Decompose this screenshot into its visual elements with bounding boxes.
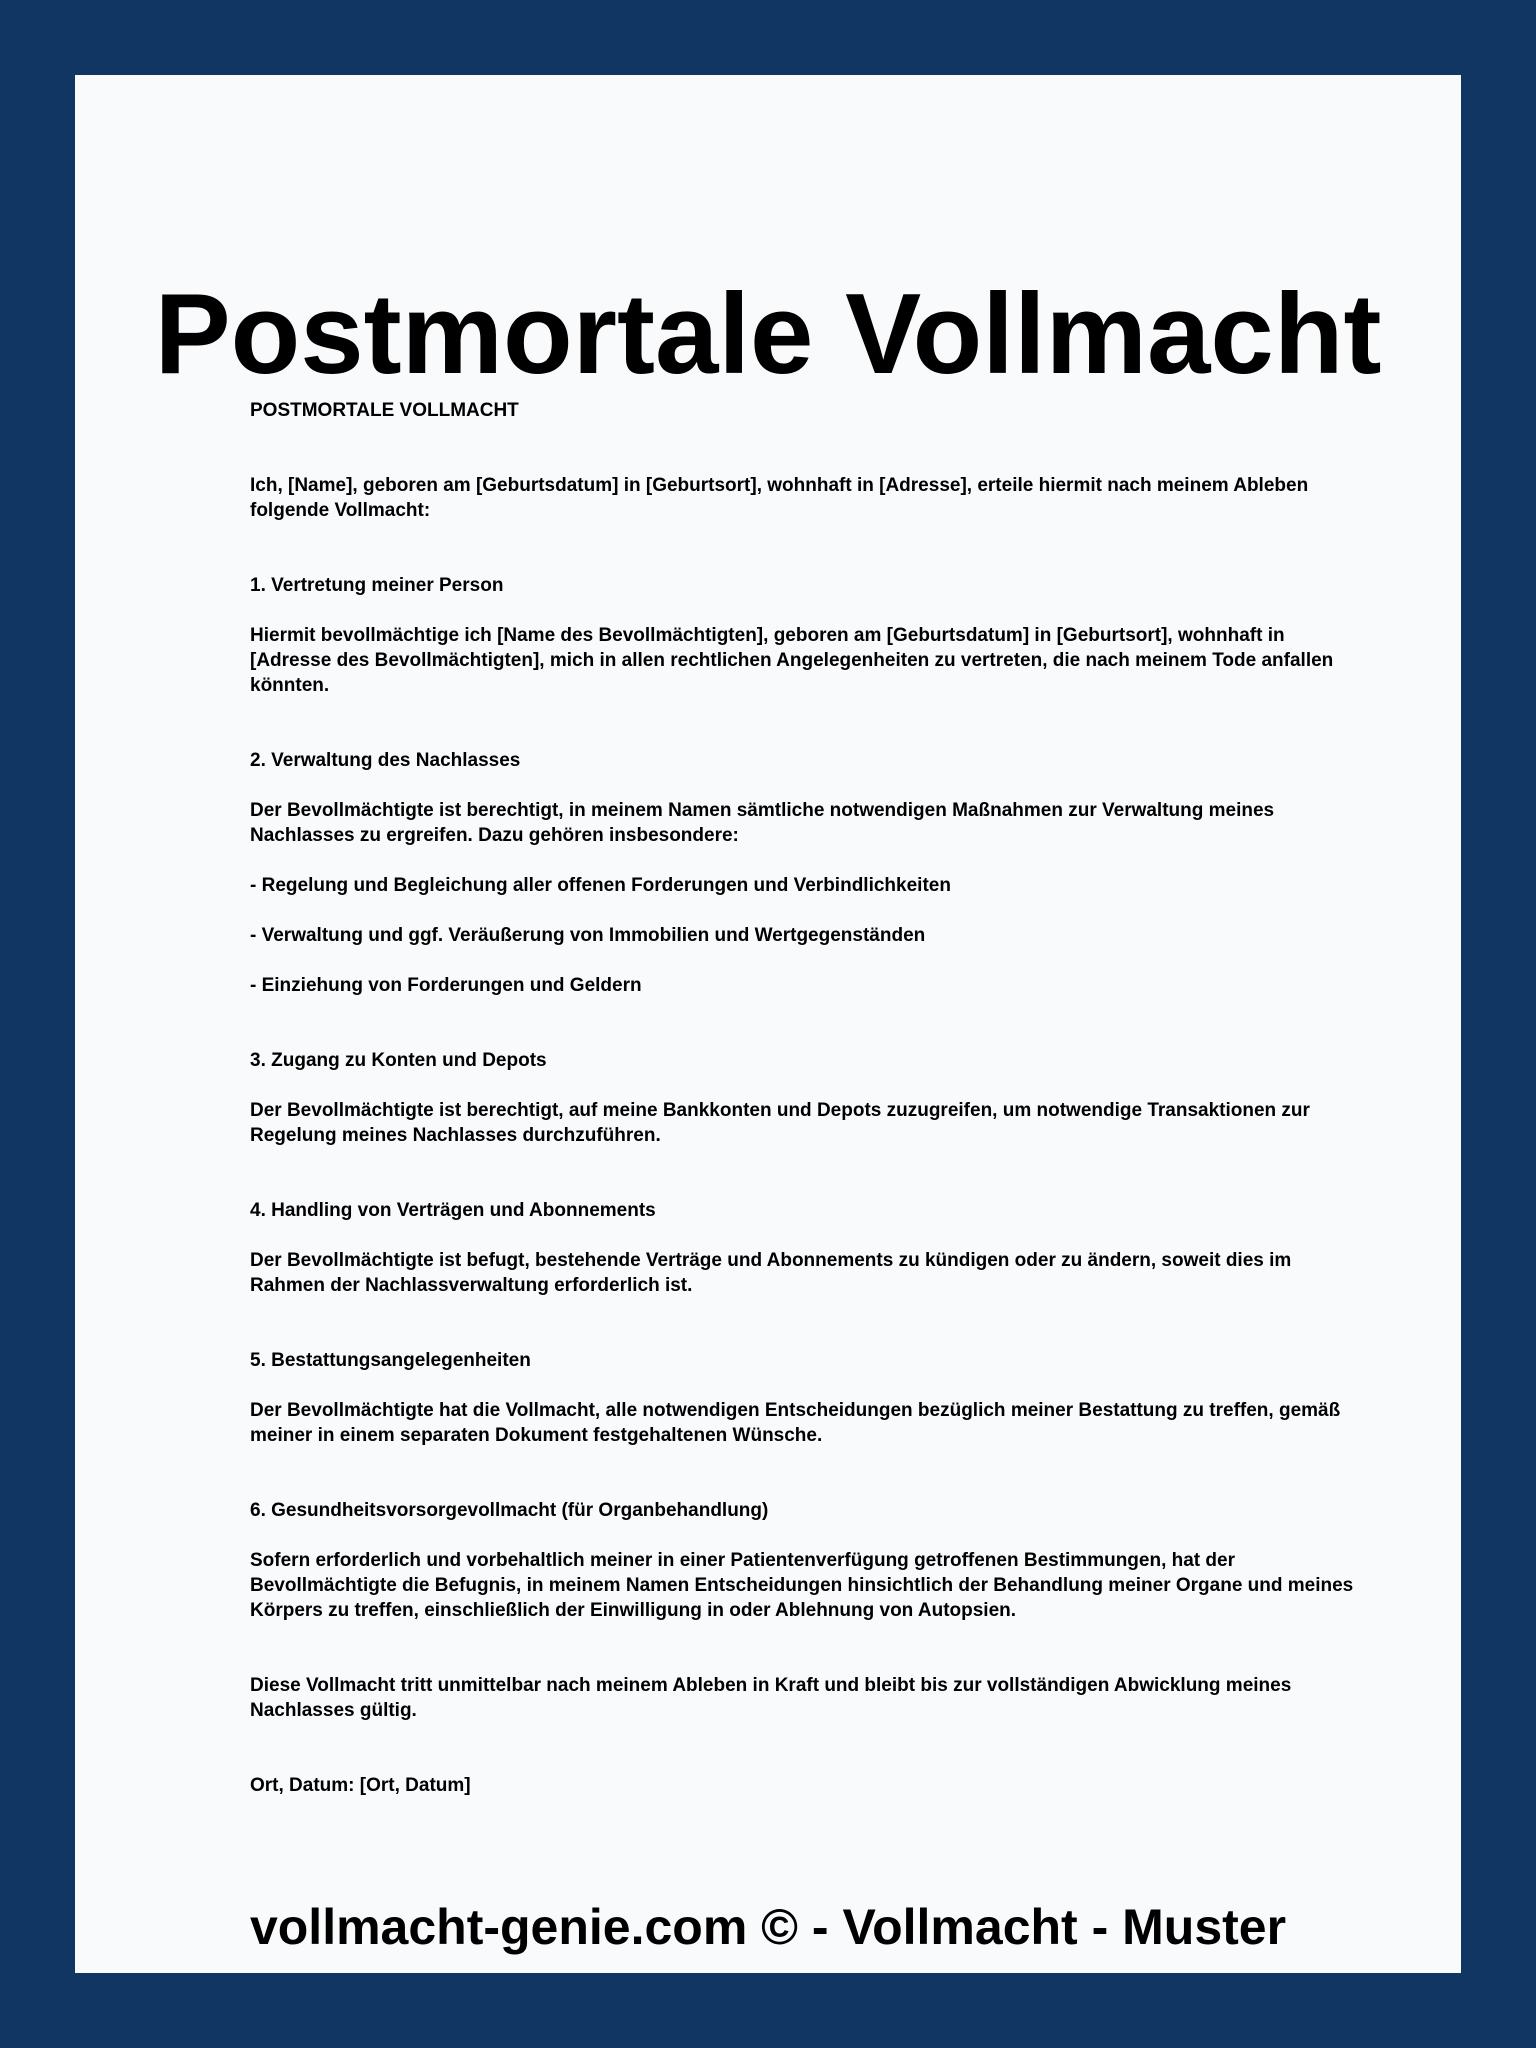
section-1-heading: 1. Vertretung meiner Person [250, 575, 504, 596]
section-4-heading: 4. Handling von Verträgen und Abonnements [250, 1200, 656, 1221]
document-body [250, 398, 1360, 1798]
document-page [75, 75, 1461, 1973]
section-3-heading: 3. Zugang zu Konten und Depots [250, 1050, 547, 1071]
section-4-text: Der Bevollmächtigte ist befugt, bestehende Verträge und Abonnements zu kündigen oder zu ändern, soweit dies im Rahmen der Nachlassverwaltung erforderlich ist. [250, 1250, 1292, 1296]
document-title: Postmortale Vollmacht [154, 271, 1382, 398]
list-item: - Verwaltung und ggf. Veräußerung von Immobilien und Wertgegenständen [250, 925, 926, 946]
intro-paragraph: Ich, [Name], geboren am [Geburtsdatum] in [Geburtsort], wohnhaft in [Adresse], erteile hiermit nach meinem Ableben folgende Vollmacht: [250, 475, 1309, 521]
list-item: - Regelung und Begleichung aller offenen Forderungen und Verbindlichkeiten [250, 875, 951, 896]
section-6-text: Sofern erforderlich und vorbehaltlich meiner in einer Patientenverfügung getroffenen Bestimmungen, hat der Bevollmächtigte die Befugnis, in meinem Namen Entscheidungen hinsichtlich der Behandlung meiner Organe und meines Körpers zu treffen, einschließlich der Einwilligung in oder Ablehnung von Autopsien. [250, 1550, 1354, 1621]
section-5-heading: 5. Bestattungsangelegenheiten [250, 1350, 531, 1371]
closing-paragraph: Diese Vollmacht tritt unmittelbar nach meinem Ableben in Kraft und bleibt bis zur vollständigen Abwicklung meines Nachlasses gültig. [250, 1675, 1292, 1721]
section-5-text: Der Bevollmächtigte hat die Vollmacht, alle notwendigen Entscheidungen bezüglich meiner Bestattung zu treffen, gemäß meiner in einem separaten Dokument festgehaltenen Wünsche. [250, 1400, 1341, 1446]
heading-main: POSTMORTALE VOLLMACHT [250, 400, 519, 421]
section-2-heading: 2. Verwaltung des Nachlasses [250, 750, 521, 771]
footer-watermark: vollmacht-genie.com © - Vollmacht - Muster [249, 1899, 1287, 1955]
place-date-line: Ort, Datum: [Ort, Datum] [250, 1775, 471, 1796]
section-1-text: Hiermit bevollmächtige ich [Name des Bevollmächtigten], geboren am [Geburtsdatum] in [Geburtsort], wohnhaft in [Adresse des Bevollmächtigten], mich in allen rechtlichen Angelegenheiten zu vertreten, die nach meinem Tode anfallen könnten. [250, 625, 1334, 696]
list-item: - Einziehung von Forderungen und Geldern [250, 975, 642, 996]
section-3-text: Der Bevollmächtigte ist berechtigt, auf meine Bankkonten und Depots zuzugreifen, um notwendige Transaktionen zur Regelung meines Nachlasses durchzuführen. [250, 1100, 1310, 1146]
section-2-text: Der Bevollmächtigte ist berechtigt, in meinem Namen sämtliche notwendigen Maßnahmen zur Verwaltung meines Nachlasses zu ergreifen. Dazu gehören insbesondere: [250, 800, 1275, 846]
section-6-heading: 6. Gesundheitsvorsorgevollmacht (für Organbehandlung) [250, 1500, 769, 1521]
